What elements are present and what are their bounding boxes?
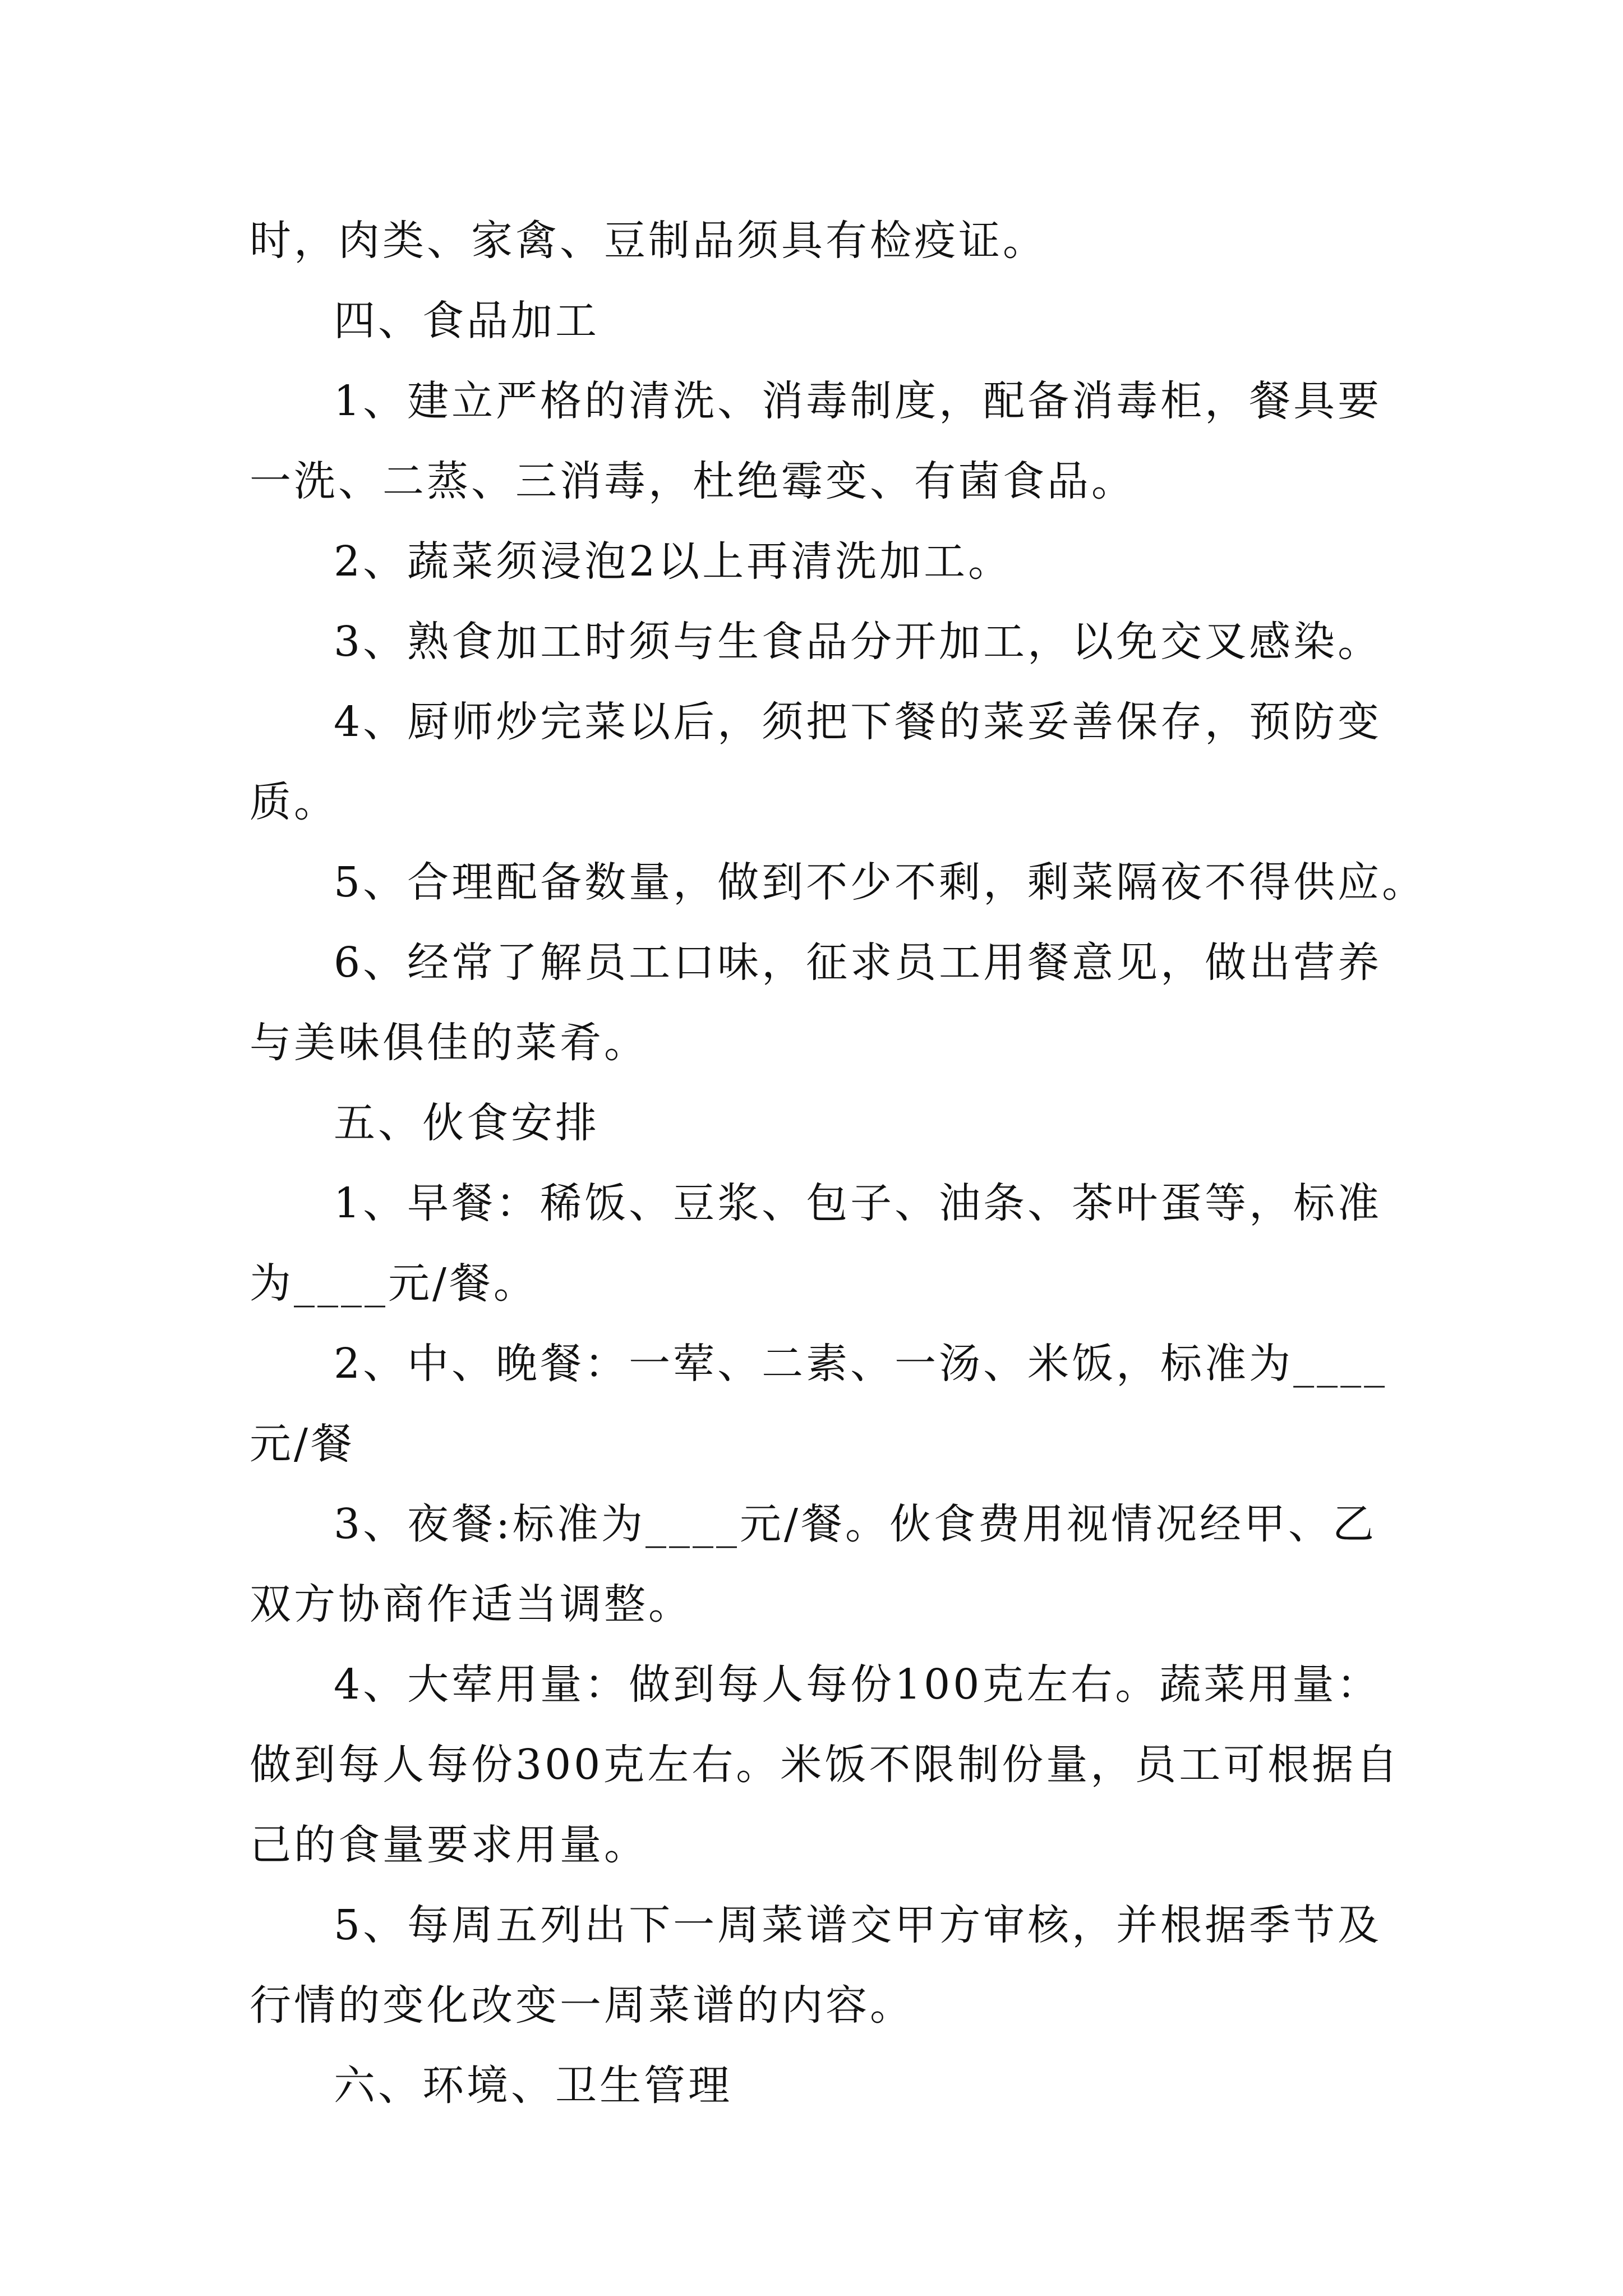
paragraph-line: 4、大荤用量：做到每人每份100克左右。蔬菜用量：	[334, 1660, 1381, 1709]
paragraph-line: 一洗、二蒸、三消毒，杜绝霉变、有菌食品。	[250, 457, 1136, 505]
paragraph-line: 行情的变化改变一周菜谱的内容。	[250, 1981, 914, 2030]
paragraph-line: 3、熟食加工时须与生食品分开加工，以免交叉感染。	[334, 618, 1382, 666]
paragraph-line: 1、早餐：稀饭、豆浆、包子、油条、茶叶蛋等，标准	[334, 1179, 1382, 1227]
section-heading-environment-hygiene: 六、环境、卫生管理	[334, 2062, 732, 2110]
paragraph-line: 6、经常了解员工口味，征求员工用餐意见，做出营养	[334, 938, 1382, 987]
paragraph-line: 4、厨师炒完菜以后，须把下餐的菜妥善保存，预防变	[334, 698, 1382, 746]
body-text	[250, 201, 1427, 2126]
paragraph-line: 为____元/餐。	[250, 1259, 538, 1308]
paragraph-line: 1、建立严格的清洗、消毒制度，配备消毒柜，餐具要	[334, 377, 1382, 425]
paragraph-line: 元/餐	[250, 1420, 355, 1468]
paragraph-line: 5、每周五列出下一周菜谱交甲方审核，并根据季节及	[334, 1901, 1382, 1949]
paragraph-line: 己的食量要求用量。	[250, 1821, 648, 1869]
paragraph-line: 2、蔬菜须浸泡2以上再清洗加工。	[334, 537, 1013, 586]
paragraph-line: 2、中、晚餐：一荤、二素、一汤、米饭，标准为____	[334, 1340, 1388, 1388]
paragraph-line: 时，肉类、家禽、豆制品须具有检疫证。	[250, 217, 1047, 265]
paragraph-line: 5、合理配备数量，做到不少不剩，剩菜隔夜不得供应。	[334, 858, 1427, 907]
paragraph-line: 与美味俱佳的菜肴。	[250, 1019, 648, 1067]
section-heading-food-processing: 四、食品加工	[334, 297, 600, 345]
paragraph-line: 做到每人每份300克左右。米饭不限制份量，员工可根据自	[250, 1741, 1401, 1789]
section-heading-meal-arrangement: 五、伙食安排	[334, 1099, 600, 1147]
paragraph-line: 质。	[250, 778, 338, 826]
paragraph-line: 双方协商作适当调整。	[250, 1580, 693, 1628]
paragraph-line: 3、夜餐:标准为____元/餐。伙食费用视情况经甲、乙	[334, 1500, 1377, 1548]
